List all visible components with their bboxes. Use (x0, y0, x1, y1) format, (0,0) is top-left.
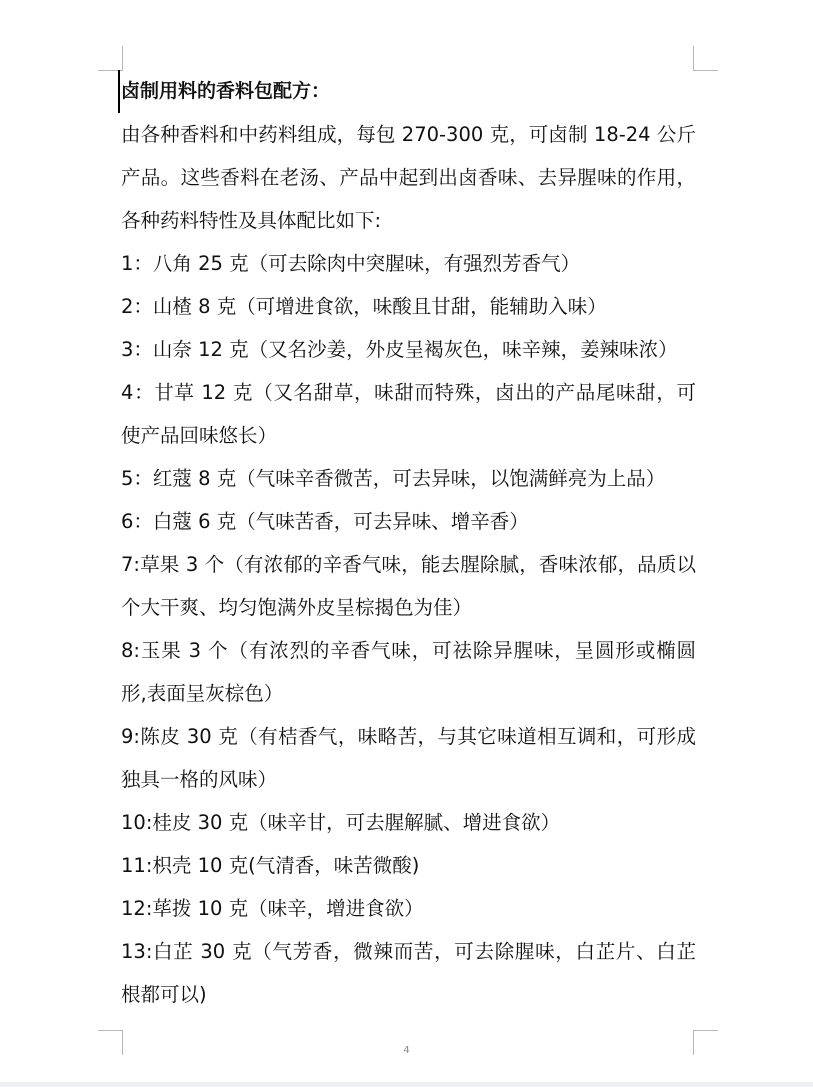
list-item: 6：白蔻 6 克（气味苦香，可去异味、增辛香） (121, 510, 529, 533)
list-item: 3：山奈 12 克（又名沙姜，外皮呈褐灰色，味辛辣，姜辣味浓） (121, 338, 678, 361)
page-number: 4 (403, 1045, 410, 1056)
document-body[interactable] (121, 70, 696, 1016)
list-item: 7:草果 3 个（有浓郁的辛香气味，能去腥除腻，香味浓郁，品质以个大干爽、均匀饱满外皮呈棕揭色为佳） (121, 553, 696, 619)
page-bottom-edge (0, 1082, 813, 1087)
list-item: 4：甘草 12 克（又名甜草，味甜而特殊，卤出的产品尾味甜，可使产品回味悠长） (121, 381, 696, 447)
page-corner-mark-top-left (98, 46, 123, 71)
list-item: 12:荜拨 10 克（味辛，增进食欲） (121, 897, 424, 920)
list-item: 9:陈皮 30 克（有桔香气，味略苦，与其它味道相互调和，可形成独具一格的风味） (121, 725, 696, 791)
page-corner-mark-top-right (693, 46, 718, 71)
list-item: 2：山楂 8 克（可增进食欲，味酸且甘甜，能辅助入味） (121, 295, 607, 318)
list-item: 13:白芷 30 克（气芳香，微辣而苦，可去除腥味，白芷片、白芷根都可以) (121, 940, 696, 1006)
intro-paragraph: 由各种香料和中药料组成，每包 270-300 克，可卤制 18-24 公斤产品。这些香料在老汤、产品中起到出卤香味、去异腥味的作用，各种药料特性及具体配比如下: (121, 123, 696, 232)
list-item: 8:玉果 3 个（有浓烈的辛香气味，可祛除异腥味，呈圆形或椭圆形,表面呈灰棕色） (121, 639, 696, 705)
list-item: 5：红蔻 8 克（气味辛香微苦，可去异味，以饱满鲜亮为上品） (121, 467, 666, 490)
section-heading: 卤制用料的香料包配方： (118, 70, 696, 113)
list-item: 1：八角 25 克（可去除肉中突腥味，有强烈芳香气） (121, 252, 581, 275)
list-item: 10:桂皮 30 克（味辛甘，可去腥解腻、增进食欲） (121, 811, 561, 834)
list-item: 11:枳壳 10 克(气清香，味苦微酸) (121, 854, 420, 877)
